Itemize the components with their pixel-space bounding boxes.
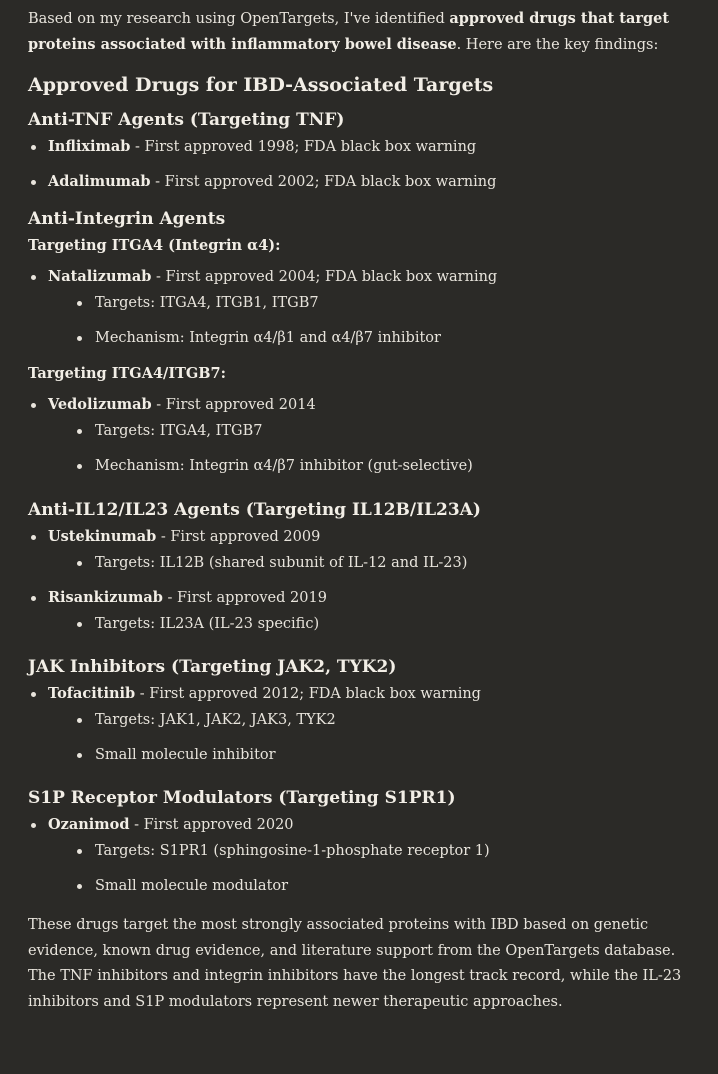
detail-item xyxy=(48,552,688,574)
assistant-message xyxy=(28,6,688,1015)
drug-list-s1p xyxy=(28,814,688,897)
detail-text: Mechanism: Integrin α4/β7 inhibitor (gut-selective) xyxy=(95,458,473,474)
drug-name: Infliximab xyxy=(48,138,131,155)
list-item xyxy=(28,394,688,477)
subheading-itga4-itgb7: Targeting ITGA4/ITGB7: xyxy=(28,365,226,382)
list-item xyxy=(28,136,688,158)
intro-bold-text: approved drugs that target proteins associated with inflammatory bowel disease xyxy=(28,10,670,53)
section-heading-tnf: Anti-TNF Agents (Targeting TNF) xyxy=(28,110,345,130)
page-title: Approved Drugs for IBD-Associated Targets xyxy=(28,74,494,96)
drug-desc: - First approved 2020 xyxy=(129,817,294,833)
detail-text: Targets: ITGA4, ITGB7 xyxy=(95,423,263,439)
list-item xyxy=(28,587,688,635)
drug-desc: - First approved 2004; FDA black box warning xyxy=(151,269,498,285)
detail-text: Targets: ITGA4, ITGB1, ITGB7 xyxy=(95,295,319,311)
drug-name: Adalimumab xyxy=(48,173,151,190)
list-item xyxy=(28,526,688,574)
detail-item xyxy=(48,292,688,314)
detail-item xyxy=(48,875,688,897)
drug-list-tnf xyxy=(28,136,688,193)
drug-details xyxy=(48,292,688,349)
drug-list-itga4-itgb7 xyxy=(28,394,688,477)
drug-desc: - First approved 2012; FDA black box warning xyxy=(135,686,481,702)
detail-text: Mechanism: Integrin α4/β1 and α4/β7 inhibitor xyxy=(95,330,441,346)
detail-text: Targets: JAK1, JAK2, JAK3, TYK2 xyxy=(95,712,336,728)
section-heading-jak: JAK Inhibitors (Targeting JAK2, TYK2) xyxy=(28,657,397,677)
detail-item xyxy=(48,420,688,442)
subheading-itga4: Targeting ITGA4 (Integrin α4): xyxy=(28,237,281,254)
detail-item xyxy=(48,613,688,635)
drug-desc: - First approved 2019 xyxy=(162,590,327,606)
detail-item xyxy=(48,709,688,731)
detail-text: Targets: IL23A (IL-23 specific) xyxy=(95,616,320,632)
detail-item xyxy=(48,744,688,766)
detail-text: Small molecule inhibitor xyxy=(95,747,276,763)
detail-text: Targets: S1PR1 (sphingosine-1-phosphate receptor 1) xyxy=(95,843,490,859)
detail-text: Small molecule modulator xyxy=(95,878,289,894)
section-heading-il23: Anti-IL12/IL23 Agents (Targeting IL12B/IL23A) xyxy=(28,500,481,520)
drug-list-itga4 xyxy=(28,266,688,349)
drug-details xyxy=(48,420,688,477)
intro-text-end: . Here are the key findings: xyxy=(456,37,659,53)
drug-name: Risankizumab xyxy=(48,589,163,606)
drug-desc: - First approved 2009 xyxy=(156,529,321,545)
section-heading-integrin: Anti-Integrin Agents xyxy=(28,209,226,229)
detail-item xyxy=(48,840,688,862)
drug-details xyxy=(48,552,688,574)
drug-name: Ustekinumab xyxy=(48,528,157,545)
detail-text: Targets: IL12B (shared subunit of IL-12 and IL-23) xyxy=(95,555,468,571)
detail-item xyxy=(48,327,688,349)
drug-list-jak xyxy=(28,683,688,766)
drug-desc: - First approved 1998; FDA black box warning xyxy=(130,139,477,155)
drug-name: Natalizumab xyxy=(48,268,152,285)
intro-paragraph xyxy=(28,6,688,58)
section-heading-s1p: S1P Receptor Modulators (Targeting S1PR1) xyxy=(28,788,456,808)
drug-details xyxy=(48,840,688,897)
detail-item xyxy=(48,455,688,477)
list-item xyxy=(28,266,688,349)
drug-desc: - First approved 2014 xyxy=(151,397,316,413)
drug-desc: - First approved 2002; FDA black box warning xyxy=(150,174,497,190)
list-item xyxy=(28,814,688,897)
drug-name: Tofacitinib xyxy=(48,685,136,702)
summary-paragraph: These drugs target the most strongly associated proteins with IBD based on genetic evidence, known drug evidence, and literature support from the OpenTargets database. The TNF inhibitors and integrin inhibitors have the longest track record, while the IL-23 inhibitors and S1P modulators represent newer therapeutic approaches. xyxy=(28,917,682,1010)
drug-name: Ozanimod xyxy=(48,816,130,833)
drug-details xyxy=(48,613,688,635)
list-item xyxy=(28,683,688,766)
drug-list-il23 xyxy=(28,526,688,635)
intro-text: Based on my research using OpenTargets, I've identified xyxy=(28,11,450,27)
list-item xyxy=(28,171,688,193)
drug-name: Vedolizumab xyxy=(48,396,152,413)
drug-details xyxy=(48,709,688,766)
